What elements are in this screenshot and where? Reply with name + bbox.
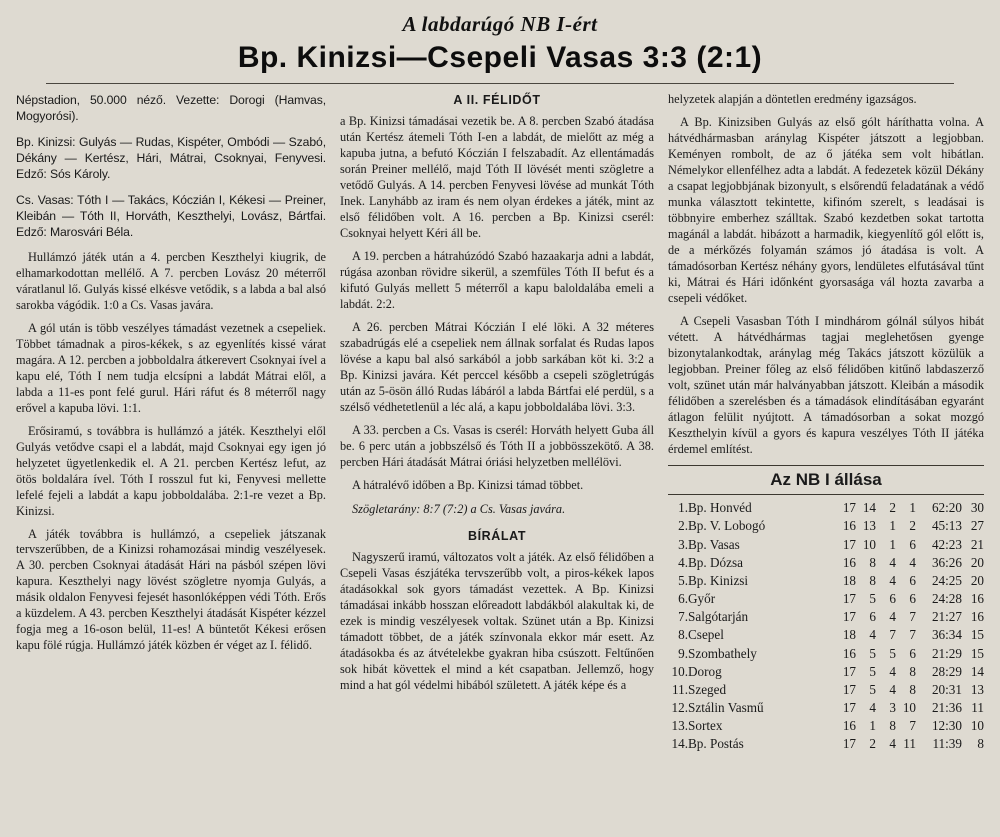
played: 17 <box>842 681 856 697</box>
table-row <box>668 608 984 626</box>
table-row <box>668 499 984 517</box>
table-row <box>668 717 984 735</box>
lineup-vasas: Cs. Vasas: Tóth I — Takács, Kóczián I, Kékesi — Preiner, Kleibán — Tóth II, Horváth, Keszthelyi, Lovász, Bártfai. Edző: Marosvári Béla. <box>16 192 327 240</box>
table-row <box>668 662 984 680</box>
goals: 12:30 <box>931 718 962 734</box>
table-row <box>668 644 984 662</box>
wins: 1 <box>869 718 876 734</box>
rank: 2. <box>678 518 689 534</box>
team-name: Bp. Honvéd <box>688 500 752 516</box>
paragraph: A 33. percben a Cs. Vasas is cserél: Horváth helyett Guba áll be. 6 perc után a jobbszélső és Tóth II a jobbösszekötő. A 38. percben Hári átadását Mátrai óriási helyzetben mellélövi. <box>340 422 655 469</box>
paragraph: Erősiramú, s továbbra is hullámzó a játék. Keszthelyi elől Gulyás vetődve csapi el a labdát, majd Csoknyai egy igen jó helyzetet ügyetlenkedik el. A 21. percben Kertész lefut, az ötös boldalára ível. Tóth I rosszul fut ki, Fenyvesi mellette lefelé fejeli a labdát a kapu jobboldalába. 2:1-re vezet a Bp. Kinizsi. <box>16 423 327 518</box>
section-heading-review: BÍRÁLAT <box>467 528 527 543</box>
wins: 13 <box>862 518 876 534</box>
losses: 7 <box>909 609 916 625</box>
team-name: Szombathely <box>688 645 757 661</box>
paragraph: A 26. percben Mátrai Kóczián I elé löki. A 32 méteres szabadrúgás elé a csepeliek nem állnak sorfalat és Rudas lapos lövése a kapu bal alsó sarkából a jobb sarkában köt ki. 3:2 a Bp. Kinizsi javára. Két perccel később a csepeli szögletrúgás után az 5-ösön álló Rudas lábáról a labda Bártfai elé perdül, s a szélső védhetetlenül a léc alá, a kapu jobboldalába lövi. 3:3. <box>340 320 655 414</box>
draws: 4 <box>889 663 896 679</box>
played: 18 <box>842 627 856 643</box>
losses: 8 <box>909 681 916 697</box>
rank: 6. <box>678 591 689 607</box>
rank: 9. <box>678 645 689 661</box>
paragraph: A játék továbbra is hullámzó, a csepeliek játszanak tervszerűbben, de a Kinizsi rohamozásai mindig veszélyesek. A 30. percben Csoknyai átadását Hári na pásból szépen lövi kapura. Keszthelyi nagy lövést szögletre nyomja Gulyás, a másik oldalon Fenyvesi fejesét hasonlóképpen védi Tóth. Erős a küzdelem. A 43. percben Keszthelyi átadását Kispéter kézzel fogja meg a 16-oson belül, 11-es! A büntetőt Kékesi erősen kapu fölé rúgja. Hullámzó játék közben ér véget az I. félidő. <box>16 526 327 653</box>
points: 15 <box>970 627 984 643</box>
paragraph: helyzetek alapján a döntetlen eredmény igazságos. <box>668 92 917 106</box>
table-row <box>668 735 984 753</box>
wins: 5 <box>869 645 876 661</box>
standings-title: Az NB I állása <box>668 465 984 495</box>
paragraph: a Bp. Kinizsi támadásai vezetik be. A 8. percben Szabó átadása után Kertész átemeli Tóth I-en a labdát, de mielőtt az még a kapuba jutna, a befutó Kóczián I felszabadít. Az ellentámadás során Preiner mellélő, majd Tóth II lövését menti szögletre a vetődő Gulyás. A 14. percben Fenyvesi lövése ad munkát Tóth Inek. Lanyhább az iram és nem olyan érdekes a játék, mint az első félidőben volt. A 16. percben a Bp. Kinizsi cserél: Csoknyai helyett Kéri áll be. <box>340 114 655 241</box>
standings-body <box>668 499 984 753</box>
losses: 6 <box>909 591 916 607</box>
wins: 4 <box>869 699 876 715</box>
played: 18 <box>842 572 856 588</box>
kicker-headline: A labdarúgó NB I-ért <box>402 12 598 36</box>
wins: 5 <box>869 591 876 607</box>
played: 17 <box>842 591 856 607</box>
goals: 36:26 <box>931 554 962 570</box>
points: 14 <box>970 663 984 679</box>
points: 16 <box>970 591 984 607</box>
goals: 20:31 <box>931 681 962 697</box>
losses: 10 <box>902 699 916 715</box>
rank: 14. <box>671 736 689 752</box>
team-name: Szeged <box>688 681 727 697</box>
points: 11 <box>971 699 984 715</box>
draws: 2 <box>889 500 896 516</box>
losses: 7 <box>909 718 916 734</box>
match-venue-info: Népstadion, 50.000 néző. Vezette: Dorogi (Hamvas, Mogyorósi). <box>16 93 327 124</box>
corner-ratio: Szögletarány: 8:7 (7:2) a Cs. Vasas javára. <box>352 501 566 516</box>
goals: 62:20 <box>931 500 962 516</box>
losses: 6 <box>909 536 916 552</box>
losses: 1 <box>909 500 916 516</box>
losses: 2 <box>909 518 916 534</box>
goals: 45:13 <box>931 518 962 534</box>
table-row <box>668 698 984 716</box>
goals: 42:23 <box>931 536 962 552</box>
goals: 36:34 <box>931 627 962 643</box>
goals: 11:39 <box>932 736 962 752</box>
article-column-1 <box>16 92 326 812</box>
table-row <box>668 571 984 589</box>
played: 17 <box>842 699 856 715</box>
table-row <box>668 590 984 608</box>
draws: 1 <box>889 518 896 534</box>
team-name: Sortex <box>688 718 723 734</box>
wins: 5 <box>869 681 876 697</box>
points: 20 <box>970 554 984 570</box>
wins: 4 <box>869 627 876 643</box>
points: 30 <box>970 500 984 516</box>
losses: 11 <box>903 736 916 752</box>
team-name: Csepel <box>688 627 724 643</box>
rank: 11. <box>672 681 689 697</box>
points: 8 <box>977 736 984 752</box>
played: 16 <box>842 518 856 534</box>
standings-table <box>668 499 984 753</box>
points: 27 <box>970 518 984 534</box>
played: 17 <box>842 536 856 552</box>
article-column-2 <box>340 92 654 812</box>
played: 16 <box>842 645 856 661</box>
team-name: Bp. Vasas <box>688 536 740 552</box>
paragraph: A 19. percben a hátrahúzódó Szabó hazaakarja adni a labdát, rúgása azonban rövidre sikerül, a szemfüles Tóth II befut és a kifutó Gulyás mellett 5 méterről a kapu baloldalába emeli a labdát. 2:2. <box>340 249 655 312</box>
team-name: Bp. Kinizsi <box>688 572 749 588</box>
points: 10 <box>970 718 984 734</box>
section-heading-second-half: A II. FÉLIDŐT <box>453 93 541 107</box>
paragraph: A Csepeli Vasasban Tóth I mindhárom gólnál súlyos hibát vétett. A hátvédhármas tagjai meglehetősen gyenge bizonytalankodtak, aránylag még Takács játszott közülük a legjobban. Preiner főleg az első félidőben kitűnő labdaszerző volt, szünet után már halványabban játszott. Kleibán a második félidőben a szerelésben és a támadások elindításában egyaránt átlagon felülit nyújtott. A támadósorban a sokat mozgó Keszthelyin kívül a gyors és kapura veszélyes Tóth II játéka érdemel említést. <box>668 313 984 456</box>
team-name: Dorog <box>688 663 722 679</box>
draws: 3 <box>889 699 896 715</box>
draws: 1 <box>889 536 896 552</box>
draws: 5 <box>889 645 896 661</box>
goals: 21:36 <box>931 699 962 715</box>
played: 17 <box>842 500 856 516</box>
points: 21 <box>970 536 984 552</box>
lineup-kinizsi: Bp. Kinizsi: Gulyás — Rudas, Kispéter, Ombódi — Szabó, Dékány — Kertész, Hári, Mátrai, Csoknyai, Fenyvesi. Edző: Sós Károly. <box>16 134 327 182</box>
rank: 13. <box>671 718 689 734</box>
draws: 4 <box>889 554 896 570</box>
table-row <box>668 626 984 644</box>
wins: 5 <box>869 663 876 679</box>
played: 17 <box>842 663 856 679</box>
page-title: Bp. Kinizsi—Csepeli Vasas 3:3 (2:1) <box>237 41 763 74</box>
team-name: Sztálin Vasmű <box>688 699 764 715</box>
played: 16 <box>842 718 856 734</box>
rank: 12. <box>671 699 689 715</box>
losses: 8 <box>909 663 916 679</box>
draws: 7 <box>889 627 896 643</box>
points: 15 <box>970 645 984 661</box>
article-columns <box>16 92 984 812</box>
wins: 6 <box>869 609 876 625</box>
header-divider <box>46 83 954 84</box>
team-name: Salgótarján <box>688 609 749 625</box>
team-name: Bp. Dózsa <box>688 554 743 570</box>
goals: 21:27 <box>931 609 962 625</box>
rank: 5. <box>678 572 689 588</box>
losses: 6 <box>909 572 916 588</box>
points: 16 <box>970 609 984 625</box>
wins: 8 <box>869 554 876 570</box>
table-row <box>668 535 984 553</box>
goals: 24:28 <box>931 591 962 607</box>
article-column-3 <box>668 92 984 812</box>
wins: 14 <box>862 500 876 516</box>
goals: 24:25 <box>931 572 962 588</box>
rank: 8. <box>678 627 689 643</box>
wins: 8 <box>869 572 876 588</box>
team-name: Bp. Postás <box>688 736 744 752</box>
rank: 3. <box>678 536 689 552</box>
rank: 1. <box>678 500 689 516</box>
rank: 10. <box>671 663 689 679</box>
paragraph: A Bp. Kinizsiben Gulyás az első gólt háríthatta volna. A hátvédhármasban aránylag Kispéter játszott a legjobban. Keményen rombolt, de az ő játéka sem volt hibátlan. Némelykor ellenfélhez adta a labdát. A fedezetek közül Dékány a csapat legjobbjának bizonyult, s elsőrendű feladatának a védő munka választott tekintette, kifinóm szerelt, s leadásai is többnyire emberhez szálltak. Szabó kezdetben sokat tartotta magánál a labdát. hibázott a harmadik, kiegyenlítő gól előtt is, de a mérkőzés folyamán számos jó átadása is volt. A támadósorban Kertész néhány gyors, lendületes elfutásával tűnt ki, Mátrai és Hári időnként gyorsasága vál hozta zavarba a csepeli védőket. <box>668 114 984 305</box>
draws: 6 <box>889 591 896 607</box>
played: 17 <box>842 609 856 625</box>
points: 13 <box>970 681 984 697</box>
draws: 4 <box>889 572 896 588</box>
wins: 10 <box>862 536 876 552</box>
paragraph: Nagyszerű iramú, változatos volt a játék. Az első félidőben a Csepeli Vasas észjátéka tervszerűbb volt, a piros-kékek lapos átadásokkal sok gyors támadást vezettek. A Bp. Kinizsi támadásai inkább hosszan előreadott labdákból alakultak ki, de ezek is mindig veszélyesek voltak. Szünet után a Bp. Kinizsi támadott többet, de a játék színvonala ekkor már esett. Az átadásokba és az átvételekbe gyakran hiba csúszott. Feltűnően sok hibát követtek el mind a két csapatban. Jellemző, hogy mind a hat gól védelmi hibából született. A játék képe és a <box>340 550 655 693</box>
rank: 7. <box>678 609 689 625</box>
paragraph: A gól után is több veszélyes támadást vezetnek a csepeliek. Többet támadnak a piros-kékek, s az egyenlítés kissé várat magára. A 12. percben a jobboldalra átkerevert Csoknyai ível a kapu elé, Tóth I nem tudja elcsípni a labdát Mátrai elől, a labda a 11-es pont felé gurul. Hári ráfut és 8 méterről nagy erővel a kapuba lövi. 1:1. <box>16 320 327 415</box>
losses: 7 <box>909 627 916 643</box>
team-name: Győr <box>688 591 716 607</box>
played: 17 <box>842 736 856 752</box>
table-row <box>668 680 984 698</box>
table-row <box>668 517 984 535</box>
wins: 2 <box>869 736 876 752</box>
table-row <box>668 553 984 571</box>
goals: 28:29 <box>931 663 962 679</box>
losses: 6 <box>909 645 916 661</box>
draws: 4 <box>889 609 896 625</box>
rank: 4. <box>678 554 689 570</box>
draws: 4 <box>889 736 896 752</box>
draws: 4 <box>889 681 896 697</box>
losses: 4 <box>909 554 916 570</box>
team-name: Bp. V. Lobogó <box>688 518 766 534</box>
played: 16 <box>842 554 856 570</box>
paragraph: Hullámzó játék után a 4. percben Keszthelyi kiugrik, de elhamarkodottan mellélő. A 7. percben Lovász 20 méterről váratlanul lő. Gulyás kissé elkésve vetődik, s a labda a bal alsó sarokba vágódik. 1:0 a Cs. Vasas javára. <box>16 249 327 312</box>
paragraph: A hátralévő időben a Bp. Kinizsi támad többet. <box>352 477 584 492</box>
points: 20 <box>970 572 984 588</box>
draws: 8 <box>889 718 896 734</box>
goals: 21:29 <box>931 645 962 661</box>
